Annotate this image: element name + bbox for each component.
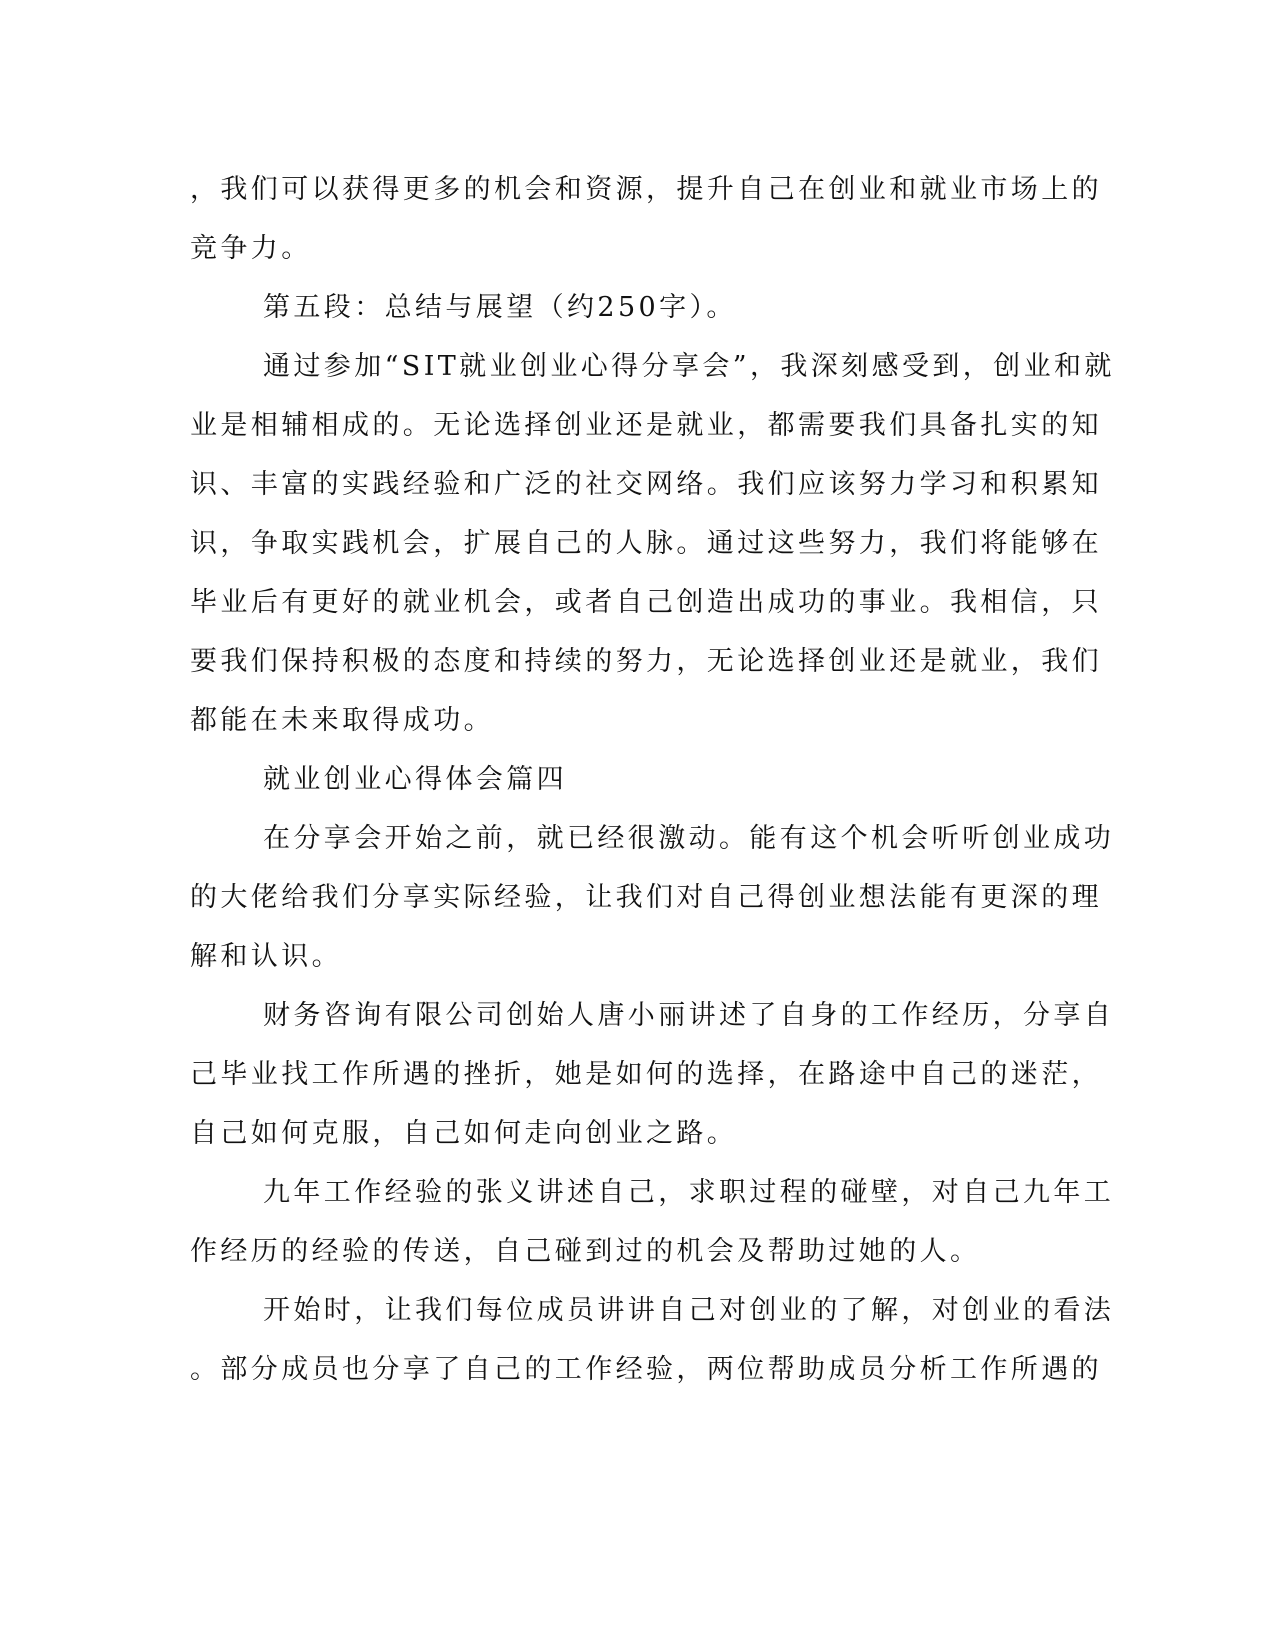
text-line: 竞争力。 xyxy=(190,233,312,264)
text-line: 在分享会开始之前，就已经很激动。能有这个机会听听创业成功 xyxy=(263,823,1115,854)
text-line: 的大佬给我们分享实际经验，让我们对自己得创业想法能有更深的理 xyxy=(190,882,1102,913)
text-line: 识，争取实践机会，扩展自己的人脉。通过这些努力，我们将能够在 xyxy=(190,528,1102,559)
text-line: 己毕业找工作所遇的挫折，她是如何的选择，在路途中自己的迷茫， xyxy=(190,1059,1102,1090)
text-line: 要我们保持积极的态度和持续的努力，无论选择创业还是就业，我们 xyxy=(190,646,1102,677)
text-line: 解和认识。 xyxy=(190,941,342,972)
text-line: 作经历的经验的传送，自己碰到过的机会及帮助过她的人。 xyxy=(190,1236,981,1267)
section-heading: 第五段：总结与展望（约250字）。 xyxy=(263,292,737,323)
text-line: 通过参加“SIT就业创业心得分享会”，我深刻感受到，创业和就 xyxy=(263,351,1115,382)
text-line: 都能在未来取得成功。 xyxy=(190,705,494,736)
text-line: 。部分成员也分享了自己的工作经验，两位帮助成员分析工作所遇的 xyxy=(190,1354,1102,1385)
text-line: 毕业后有更好的就业机会，或者自己创造出成功的事业。我相信，只 xyxy=(190,587,1102,618)
text-line: 开始时，让我们每位成员讲讲自己对创业的了解，对创业的看法 xyxy=(263,1295,1115,1326)
text-line: 自己如何克服，自己如何走向创业之路。 xyxy=(190,1118,738,1149)
section-heading: 就业创业心得体会篇四 xyxy=(263,764,567,795)
text-line: 九年工作经验的张义讲述自己，求职过程的碰壁，对自己九年工 xyxy=(263,1177,1115,1208)
text-line: 财务咨询有限公司创始人唐小丽讲述了自身的工作经历，分享自 xyxy=(263,1000,1115,1031)
text-line: ，我们可以获得更多的机会和资源，提升自己在创业和就业市场上的 xyxy=(190,174,1102,205)
text-line: 识、丰富的实践经验和广泛的社交网络。我们应该努力学习和积累知 xyxy=(190,469,1102,500)
text-line: 业是相辅相成的。无论选择创业还是就业，都需要我们具备扎实的知 xyxy=(190,410,1102,441)
